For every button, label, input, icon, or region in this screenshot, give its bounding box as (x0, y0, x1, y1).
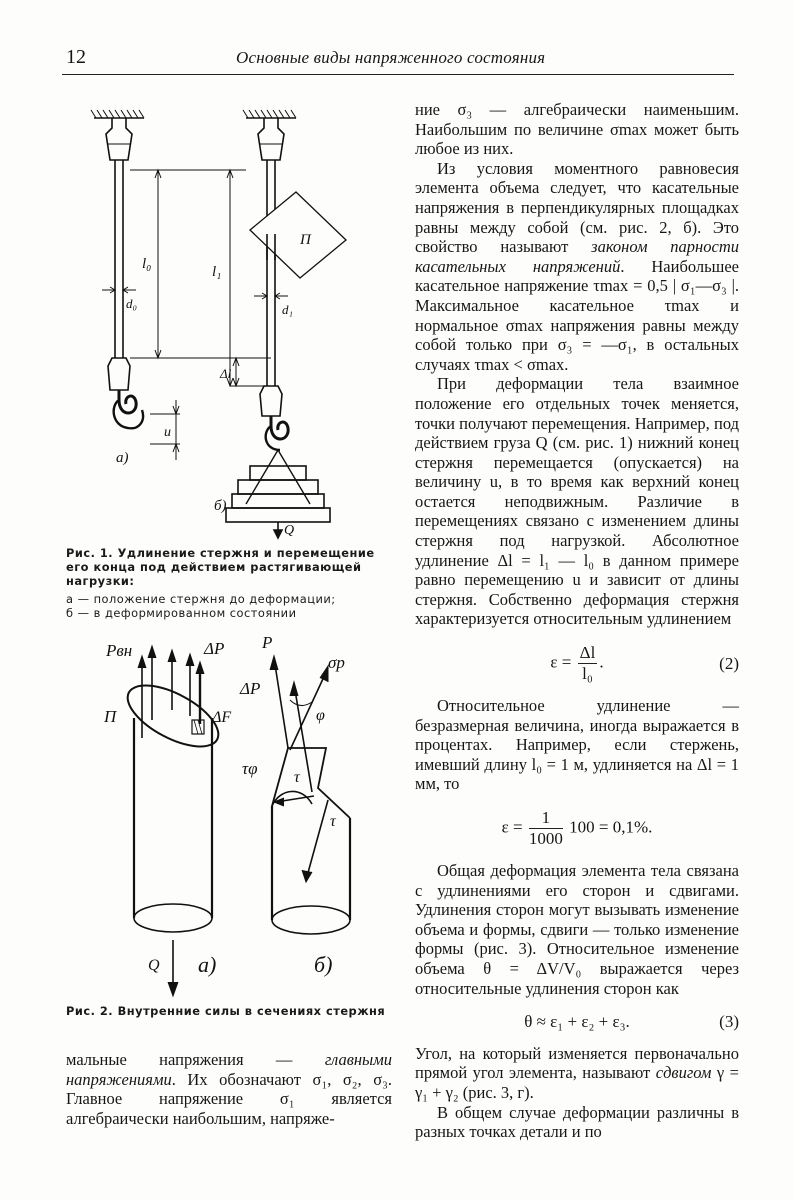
label-b: б) (214, 498, 227, 514)
label-a-2: а) (198, 952, 217, 977)
header-rule (62, 74, 734, 75)
eq2-lhs: ε = (550, 652, 572, 672)
paragraph-2 (415, 159, 739, 375)
eq2-number: (2) (719, 653, 739, 673)
figure-2-caption-text: Рис. 2. Внутренние силы в сечениях стержня (66, 1004, 386, 1018)
text-run: γ = γ₁ + γ₂ (рис. 3, г). (415, 1063, 739, 1102)
label-plane: П (300, 232, 311, 248)
label-b-2: б) (314, 952, 333, 977)
label-Q: Q (284, 523, 295, 538)
page-header (66, 46, 738, 76)
label-u: u (164, 425, 171, 440)
figure-1 (66, 100, 394, 540)
label-P: P (262, 633, 273, 652)
paragraph-1: ние σ₃ — алгебраически наименьшим. Наибольшим по величине σmax может быть любое из них. (415, 100, 739, 159)
term-principal-stresses: главными напряжениями (66, 1050, 392, 1089)
eqex-fraction (529, 808, 563, 849)
eq2-fraction (578, 643, 598, 684)
paragraph-6 (415, 1044, 739, 1103)
page-number: 12 (66, 46, 86, 68)
eqex-denominator: 1000 (528, 829, 563, 848)
right-column-text (415, 100, 739, 1142)
equation-example (415, 808, 739, 849)
running-title: Основные виды напряженного состояния (236, 48, 546, 67)
text-run: Из условия моментного равновесия элемента объема следует, что касательные напряжения в перпендикулярных площадках равны между собой (см. рис. 2, б). Это свойство называют (415, 158, 739, 257)
text-run: . Их обозначают σ₁, σ₂, σ₃. Главное напряжение σ₁ является алгебраически наибольшим, напряже- (66, 1069, 392, 1128)
eq3-body: θ ≈ ε₁ + ε₂ + ε₃. (524, 1012, 630, 1032)
label-Q-2: Q (148, 957, 160, 974)
label-tau-1: τ (294, 769, 300, 786)
left-column-text (66, 1050, 392, 1128)
eq2-denominator: l₀ (582, 664, 593, 684)
equation-3 (415, 1012, 739, 1032)
label-l1: l₁ (212, 264, 222, 280)
eqex-numerator: 1 (529, 808, 563, 829)
label-tau-phi: τφ (242, 759, 258, 778)
label-Pvn: Pвн (106, 641, 133, 660)
text-run: мальные напряжения — (66, 1050, 325, 1069)
figure-2 (66, 628, 394, 998)
figure-2-drawing (66, 628, 394, 998)
eq3-number: (3) (719, 1012, 739, 1032)
paragraph-7: В общем случае деформации различны в разных точках детали и по (415, 1102, 739, 1142)
figure-1-legend-a: а — положение стержня до деформации; (66, 592, 336, 606)
label-sigma-p: σp (328, 653, 345, 672)
figure-1-legend-b: б — в деформированном состоянии (66, 606, 297, 620)
label-tau-2: τ (330, 813, 336, 830)
label-dP-b: ΔP (240, 679, 261, 698)
figure-1-drawing (66, 100, 394, 540)
text-run: . Наибольшее касательное напряжение τmax = 0,5 | σ₁—σ₃ |. Максимальное касательное τmax и нормальное σmax напряжения равны между собой только при σ₃ = —σ₁, в остальных случаях τmax < σmax. (415, 256, 739, 374)
label-a: а) (116, 450, 129, 466)
term-shear-pairing-law: законом парности касательных напряжений (415, 237, 739, 276)
eqex-lhs: ε = (501, 817, 523, 837)
label-dP: ΔP (204, 639, 225, 658)
label-delta-l: Δl (220, 366, 232, 381)
label-plane-2: П (104, 707, 117, 726)
equation-2 (415, 643, 739, 684)
figure-2-caption (66, 1004, 394, 1018)
eq2-tail: . (599, 652, 604, 672)
paragraph-5: Общая деформация элемента тела связана с удлинениями его сторон и сдвигами. Удлинения сторон могут вызывать изменение объема и формы, сдвиги — только изменение формы (рис. 3). Относительное изменение объема θ = ΔV/V₀ выражается через относительные удлинения сторон как (415, 861, 739, 998)
label-d1: d₁ (282, 302, 294, 317)
term-shear: сдвигом (655, 1063, 712, 1083)
paragraph-3: При деформации тела взаимное положение его отдельных точек меняется, точки получают перемещения. Например, под действием груза Q (см. рис. 1) нижний конец стержня перемещается (опускается) на величину u, в то время как верхний конец остается неподвижным. Различие в перемещениях связано с изменением длины стержня под нагрузкой. Абсолютное удлинение Δl = l₁ — l₀ в данном примере равно перемещению u и зависит от длины стержня. Собственно деформация стержня характеризуется относительным удлинением (415, 374, 739, 629)
figure-1-caption (66, 546, 394, 620)
label-phi: φ (316, 707, 325, 724)
label-l0: l₀ (142, 256, 152, 272)
eqex-tail: 100 = 0,1%. (569, 817, 653, 837)
figure-1-caption-title: Рис. 1. Удлинение стержня и перемещение его конца под действием растягивающей нагрузки: (66, 546, 375, 588)
eq2-numerator: Δl (579, 643, 596, 663)
principal-stresses-paragraph (66, 1050, 392, 1128)
text-run: Угол, на который изменяется первоначально прямой угол элемента, называют (415, 1043, 739, 1083)
label-d0: d₀ (126, 296, 138, 311)
paragraph-4: Относительное удлинение — безразмерная величина, иногда выражается в процентах. Например, если стержень, имевший длину l₀ = 1 м, удлиняется на Δl = 1 мм, то (415, 696, 739, 794)
label-dF: ΔF (212, 709, 232, 726)
